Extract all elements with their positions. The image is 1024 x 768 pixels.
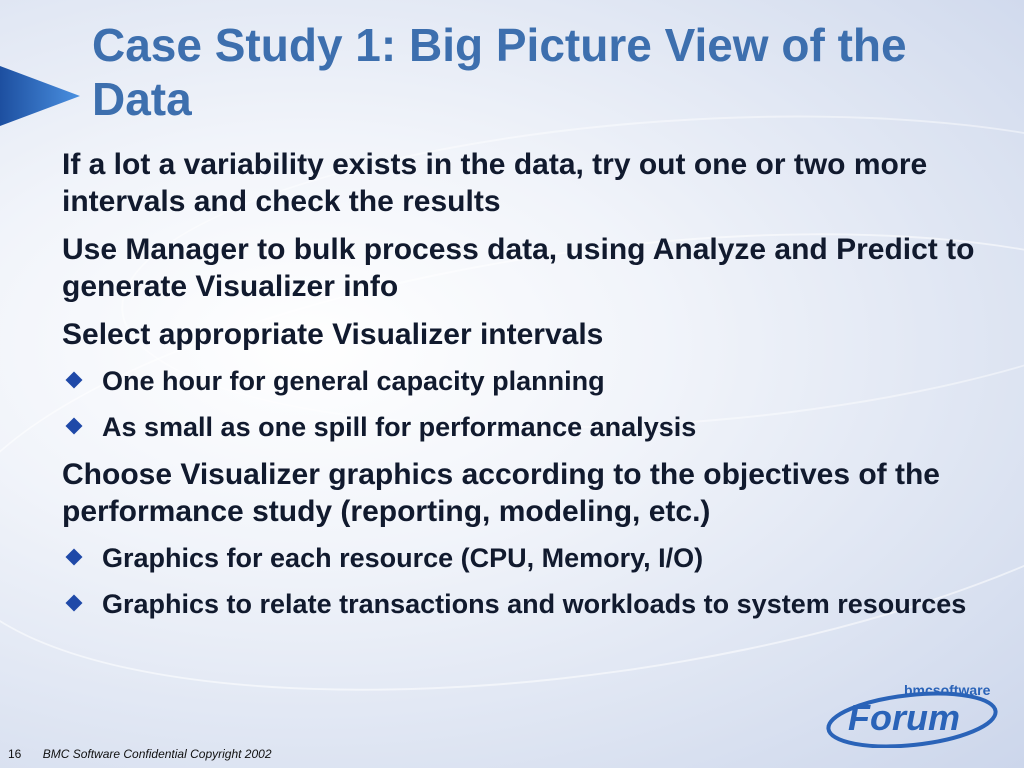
logo-name-text: Forum	[848, 697, 960, 738]
diamond-bullet-icon	[66, 372, 83, 389]
sub-bullet-item	[62, 587, 982, 621]
bullet-item: Select appropriate Visualizer intervals	[62, 318, 604, 351]
title-arrow-icon	[0, 64, 80, 128]
logo-brand-text: bmcsoftware	[904, 682, 991, 698]
sub-bullet-text: Graphics to relate transactions and workloads to system resources	[102, 589, 967, 619]
sub-bullet-text: Graphics for each resource (CPU, Memory, I/O)	[102, 543, 704, 573]
bmc-forum-logo	[826, 678, 1004, 748]
diamond-bullet-icon	[66, 418, 83, 435]
slide-footer	[8, 747, 272, 761]
slide-title: Case Study 1: Big Picture View of the Data	[92, 19, 907, 125]
sub-bullet-item	[62, 541, 982, 575]
sub-bullet-text: One hour for general capacity planning	[102, 366, 605, 396]
sub-bullet-text: As small as one spill for performance analysis	[102, 412, 697, 442]
bullet-item: Use Manager to bulk process data, using Analyze and Predict to generate Visualizer info	[62, 233, 975, 303]
bullet-item: Choose Visualizer graphics according to the objectives of the performance study (reporting, modeling, etc.)	[62, 458, 940, 528]
sub-bullet-item	[62, 410, 982, 444]
bullet-list	[62, 146, 982, 633]
footer-text: BMC Software Confidential Copyright 2002	[42, 747, 272, 761]
diamond-bullet-icon	[66, 549, 83, 566]
diamond-bullet-icon	[66, 595, 83, 612]
page-number: 16	[8, 747, 22, 761]
sub-bullet-item	[62, 364, 982, 398]
bullet-item: If a lot a variability exists in the data, try out one or two more intervals and check the results	[62, 148, 928, 218]
